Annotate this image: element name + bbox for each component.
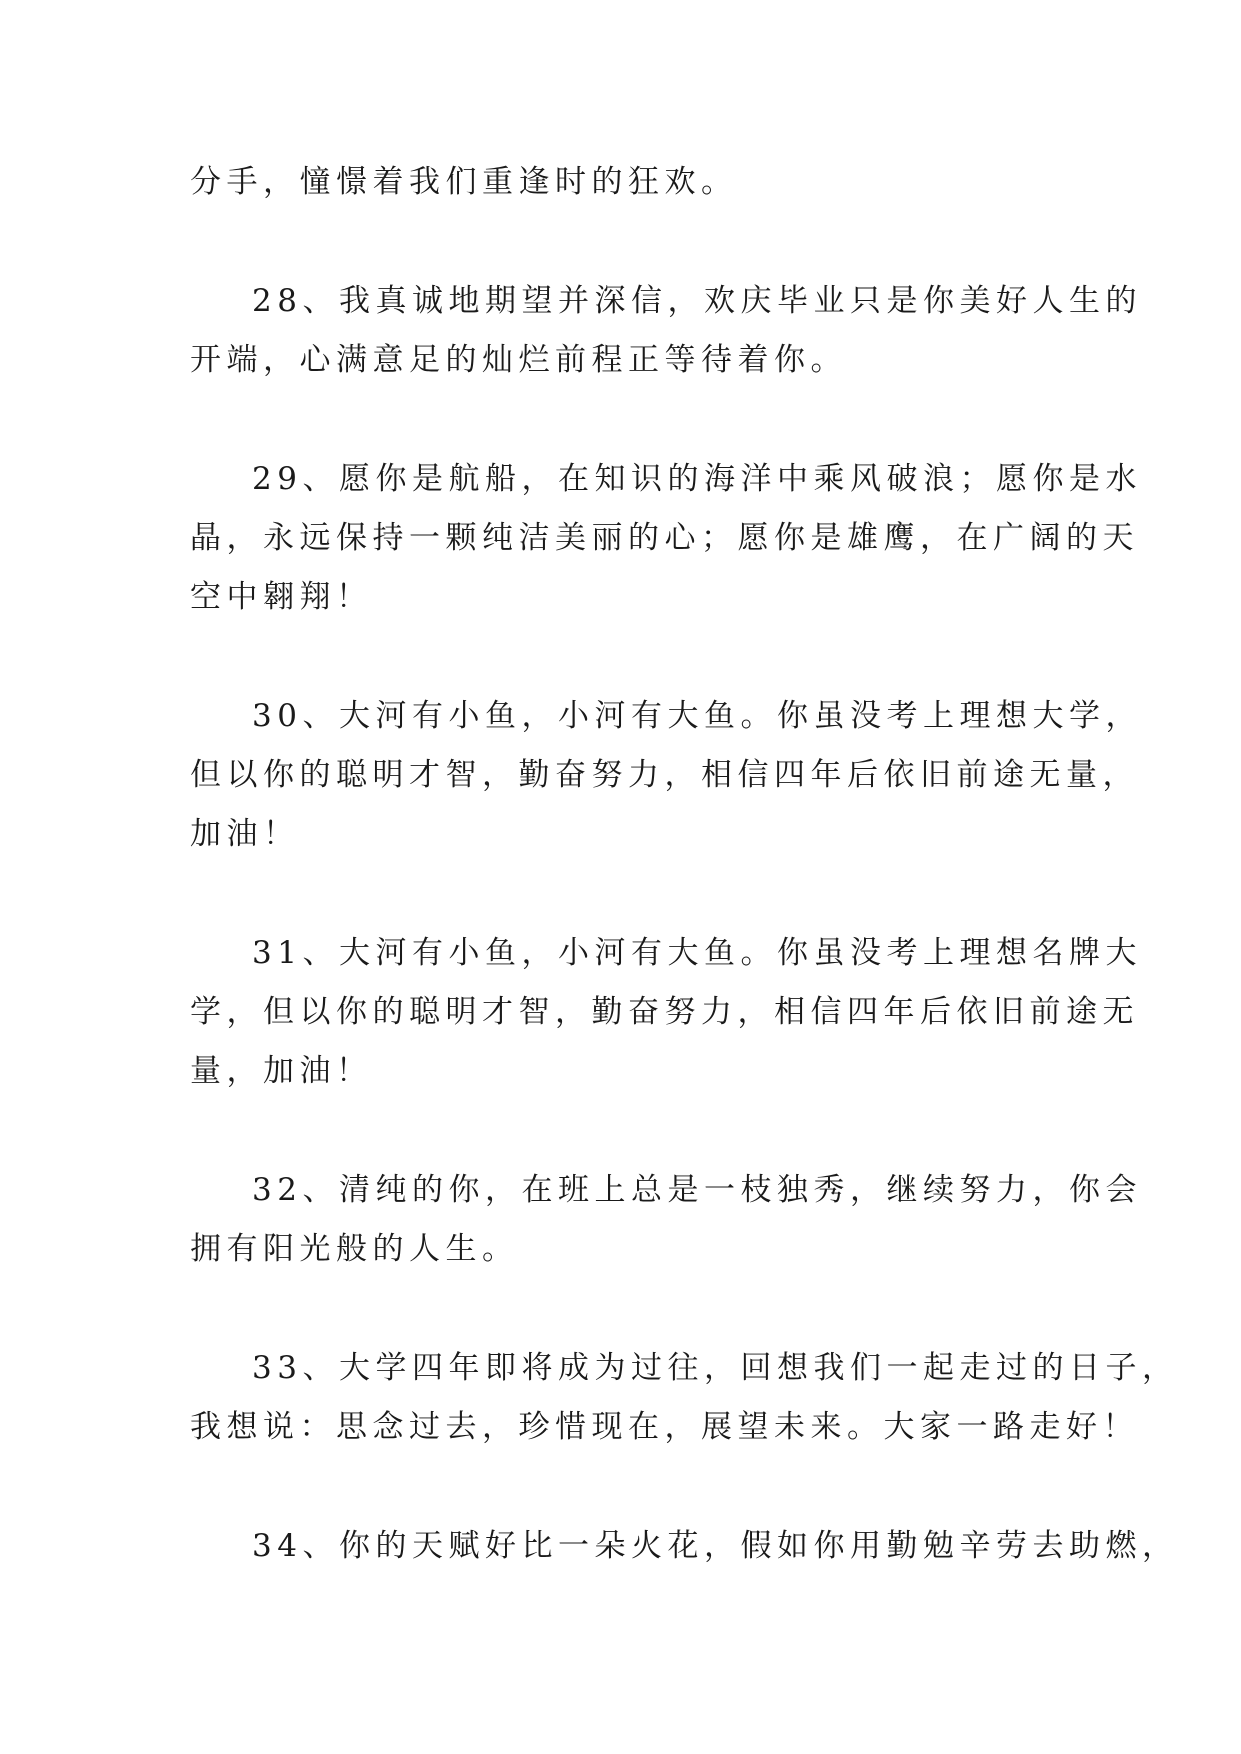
paragraph-27-line-3: 分手，憧憬着我们重逢时的狂欢。 [190,164,738,200]
paragraph-33-line-1: 33、大学四年即将成为过往，回想我们一起走过的日子， [252,1350,1179,1386]
paragraph-30-line-1: 30、大河有小鱼，小河有大鱼。你虽没考上理想大学， [252,698,1142,734]
paragraph-31-line-3: 量，加油！ [190,1053,373,1089]
paragraph-32-line-1: 32、清纯的你，在班上总是一枝独秀，继续努力，你会 [252,1172,1142,1208]
paragraph-34-line-1: 34、你的天赋好比一朵火花，假如你用勤勉辛劳去助燃， [252,1528,1179,1564]
paragraph-30-line-2: 但以你的聪明才智，勤奋努力，相信四年后依旧前途无量， [190,757,1139,793]
paragraph-32-line-2: 拥有阳光般的人生。 [190,1231,519,1267]
paragraph-28-line-1: 28、我真诚地期望并深信，欢庆毕业只是你美好人生的 [252,283,1142,319]
paragraph-31-line-1: 31、大河有小鱼，小河有大鱼。你虽没考上理想名牌大 [252,935,1142,971]
paragraph-33-line-2: 我想说：思念过去，珍惜现在，展望未来。大家一路走好！ [190,1409,1139,1445]
paragraph-31-line-2: 学，但以你的聪明才智，勤奋努力，相信四年后依旧前途无 [190,994,1139,1030]
paragraph-29-line-3: 空中翱翔！ [190,579,373,615]
paragraph-29-line-1: 29、愿你是航船，在知识的海洋中乘风破浪；愿你是水 [252,461,1142,497]
paragraph-28-line-2: 开端，心满意足的灿烂前程正等待着你。 [190,342,847,378]
paragraph-30-line-3: 加油！ [190,816,300,852]
paragraph-29-line-2: 晶，永远保持一颗纯洁美丽的心；愿你是雄鹰，在广阔的天 [190,520,1139,556]
